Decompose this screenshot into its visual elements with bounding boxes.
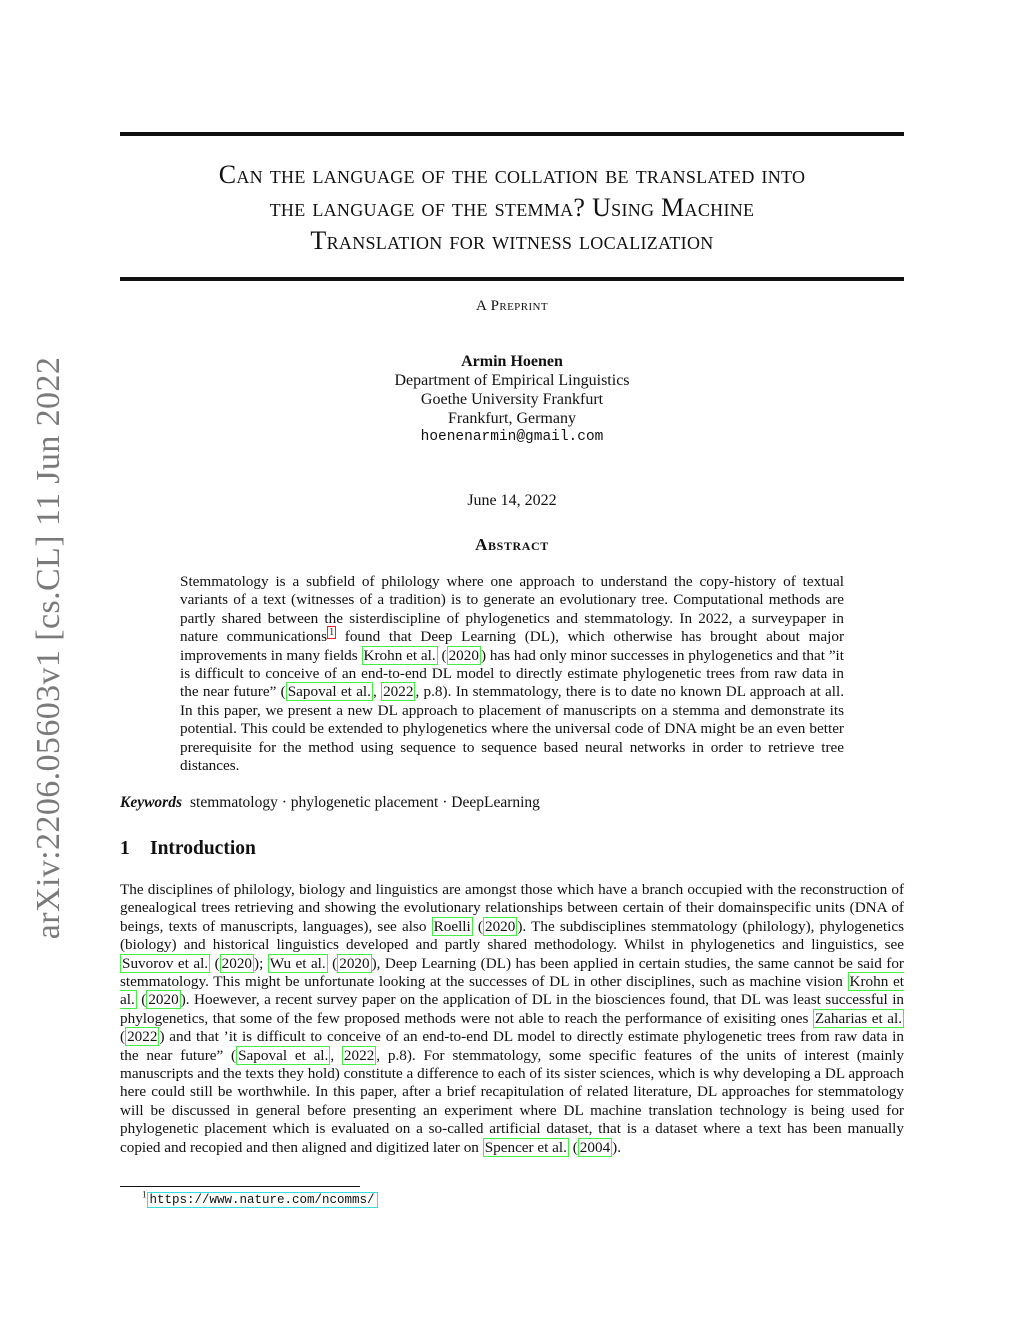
intro-text-7: , p.8). For stemmatology, some specific features of the units of interest (mainly manuscripts and the texts they hold) constitute a difference to each of its sister sciences, which is why developing a DL approach here could still be worthwhile. In this paper, after a brief recapitulation of related literature, DL approaches for stemmatology will be discussed in general before presenting an experiment where DL machine translation technology is being used for phylogenetic placement which is evaluated on a so-called artificial dataset, that is a dataset where a text has been manually copied and recopied and then aligned and digitized later on: [120, 1046, 904, 1156]
intro-text-6: and that ’it is difficult to conceive of an end-to-end DL model to directly estimate phylogenetic trees from raw data in the near future” (: [120, 1028, 904, 1064]
citation-link-roelli[interactable]: Roelli: [433, 917, 471, 935]
citation-link-zaharias[interactable]: Zaharias et al.: [814, 1009, 902, 1027]
citation-link-krohn[interactable]: Krohn et al.: [363, 646, 436, 664]
intro-text-5: . Hoewever, a recent survey paper on the application of DL in the biosciences found, that DL was least successful in phylogenetics, that some of the few proposed methods were not able to reach the performance of exisiting ones: [120, 991, 905, 1027]
abstract-heading: Abstract: [475, 535, 549, 554]
title-line-3: Translation for witness localization: [310, 226, 714, 255]
abstract-text-4: , p.8). In stemmatology, there is to date no known DL approach at all. In this paper, we present a new DL approach to placement of manuscripts on a stemma and demonstrate its potential. This could be extended to phylogenetics where the universal code of DNA might be an even better prerequisite for the method using sequence to sequence based neural networks in order to retrieve tree distances.: [180, 683, 845, 775]
title-rule-top: [120, 132, 904, 136]
intro-text-3: ;: [259, 954, 268, 972]
author-email[interactable]: hoenenarmin@gmail.com: [420, 429, 604, 445]
citation-link-sapoval[interactable]: Sapoval et al.: [287, 683, 371, 701]
title-rule-bottom: [120, 277, 904, 281]
arxiv-identifier-stamp: arXiv:2206.05603v1 [cs.CL] 11 Jun 2022: [30, 356, 67, 940]
citation-year-link-krohn-2[interactable]: 2020: [148, 991, 179, 1009]
keywords: [120, 794, 540, 812]
citation-year-link-krohn[interactable]: 2020: [448, 646, 479, 664]
author-department: Department of Empirical Linguistics: [394, 372, 630, 389]
citation-link-spencer[interactable]: Spencer et al.: [484, 1138, 567, 1156]
citation-link-wu[interactable]: Wu et al.: [269, 954, 326, 972]
citation-year-link-wu[interactable]: 2020: [339, 954, 370, 972]
citation-year-link-roelli[interactable]: 2020: [484, 917, 516, 935]
citation-year-link-suvorov[interactable]: 2020: [221, 954, 252, 972]
abstract-text-3: has had only minor successes in phylogenetics and that ”it is difficult to conceive of an end-to-end DL model to directly estimate phylogenetic trees from raw data in the near future” (: [180, 646, 844, 701]
paper-title: [120, 158, 904, 257]
abstract-text-2: found that Deep Learning (DL), which otherwise has brought about major improvements in many fields: [180, 628, 844, 664]
footnote-url-link[interactable]: https://www.nature.com/ncomms/: [147, 1192, 378, 1208]
footnote: [142, 1191, 378, 1207]
citation-year-link-spencer[interactable]: 2004: [579, 1138, 611, 1156]
footnote-mark: 1: [142, 1189, 147, 1200]
introduction-body: The disciplines of philology, biology and linguistics are amongst those which have a branch occupied with the reconstruction of genealogical trees retrieving and showing the evolutionary relationships between certain of their domainspecific units (DNA of beings, texts of manuscripts, languages), see also Roelli ( 2020 ). The subdisciplines stemmatology (philology), phylogenetics (biology) and historical linguistics developed and partly shared methodology. Whilst in phylogenetics and linguistics, see Suvorov et al. ( 2020 ); Wu et al. ( 2020 ), Deep Learning (DL) has been applied in certain studies, the same cannot be said for stemmatology. This might be unfortunate looking at the successes of DL in other disciplines, such as machine vision Krohn et al. ( 2020 ). Hoewever, a recent survey paper on the application of DL in the biosciences found, that DL was least successful in phylogenetics, that some of the few proposed methods were not able to reach the performance of exisiting ones Zaharias et al. ( 2022 ) and that ’it is difficult to conceive of an end-to-end DL model to directly estimate phylogenetic trees from raw data in the near future” ( Sapoval et al. , 2022 , p.8). For stemmatology, some specific features of the units of interest (mainly manuscripts and the texts they hold) constitute a difference to each of its sister sciences, which is why developing a DL approach here could still be worthwhile. In this paper, after a brief recapitulation of related literature, DL approaches for stemmatology will be discussed in general before presenting an experiment where DL machine translation technology is being used for phylogenetic placement which is evaluated on a so-called artificial dataset, that is a dataset where a text has been manually copied and recopied and then aligned and digitized later on Spencer et al. ( 2004 ).: [120, 881, 905, 1156]
keywords-text: stemmatology · phylogenetic placement · DeepLearning: [190, 794, 540, 811]
section-title: Introduction: [150, 838, 256, 859]
section-number: 1: [120, 838, 130, 859]
intro-text-2: . The subdisciplines stemmatology (philology), phylogenetics (biology) and historical linguistics developed and partly shared methodology. Whilst in phylogenetics and linguistics, see: [120, 917, 904, 954]
citation-year-link-sapoval-2[interactable]: 2022: [343, 1046, 375, 1064]
author-block: [0, 352, 1024, 447]
citation-year-link-sapoval[interactable]: 2022: [383, 683, 414, 701]
abstract-body: Stemmatology is a subfield of philology where one approach to understand the copy-history of textual variants of a text (witnesses of a tradition) is to generate an evolutionary tree. Computational methods are partly shared between the sisterdiscipline of phylogenetics and stemmatology. In 2022, a surveypaper in nature communications $^1$ found that Deep Learning (DL), which otherwise has brought about major improvements in many fields Krohn et al. ( 2020 ) has had only minor successes in phylogenetics and that ”it is difficult to conceive of an end-to-end DL model to directly estimate phylogenetic trees from raw data in the near future” ( Sapoval et al. , 2022 , p.8). In stemmatology, there is to date no known DL approach at all. In this paper, we present a new DL approach to placement of manuscripts on a stemma and demonstrate its potential. This could be extended to phylogenetics where the universal code of DNA might be an even better prerequisite for the method using sequence to sequence based neural networks in order to retrieve tree distances.: [180, 573, 845, 775]
abstract-text-1: Stemmatology is a subfield of philology where one approach to understand the copy-history of textual variants of a text (witnesses of a tradition) is to generate an evolutionary tree. Computational methods are partly shared between the sisterdiscipline of phylogenetics and stemmatology. In 2022, a surveypaper in nature communications: [180, 573, 844, 646]
title-line-1: Can the language of the collation be translated into: [218, 160, 806, 189]
paper-date: June 14, 2022: [467, 492, 557, 509]
footnote-ref-link[interactable]: 1: [329, 627, 335, 639]
title-line-2: the language of the stemma? Using Machine: [269, 193, 755, 222]
citation-year-link-zaharias[interactable]: 2022: [127, 1028, 158, 1046]
intro-text-1: The disciplines of philology, biology and linguistics are amongst those which have a branch occupied with the reconstruction of genealogical trees retrieving and showing the evolutionary relationships between certain of their domainspecific units (DNA of beings, texts of manuscripts, languages), see also: [120, 881, 904, 935]
author-location: Frankfurt, Germany: [448, 410, 576, 427]
preprint-label: A Preprint: [476, 298, 548, 314]
intro-text-8: .: [617, 1138, 622, 1156]
author-name: Armin Hoenen: [461, 353, 563, 370]
intro-text-4: , Deep Learning (DL) has been applied in certain studies, the same cannot be said for stemmatology. This might be unfortunate looking at the successes of DL in other disciplines, such as machine vision: [120, 954, 904, 991]
citation-link-suvorov[interactable]: Suvorov et al.: [122, 954, 209, 972]
author-university: Goethe University Frankfurt: [420, 391, 604, 408]
citation-link-krohn-2[interactable]: Krohn et al.: [120, 973, 904, 1009]
footnote-rule: [120, 1186, 360, 1187]
citation-link-sapoval-2[interactable]: Sapoval et al.: [238, 1046, 329, 1064]
keywords-label: Keywords: [120, 794, 182, 811]
section-heading-introduction: [120, 838, 256, 860]
